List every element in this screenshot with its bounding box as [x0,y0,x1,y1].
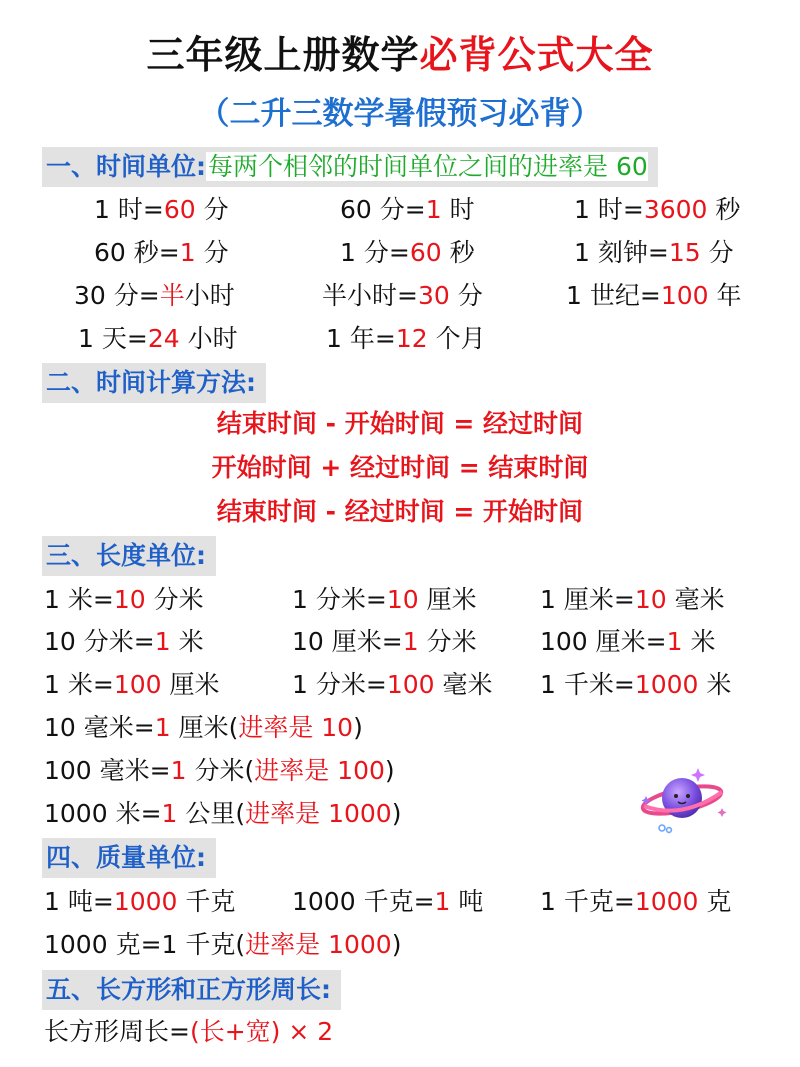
time-fact: 1 刻钟=15 分 [574,238,734,267]
title-red: 必背公式大全 [419,32,654,77]
length-fact: 10 分米=1 米 [44,627,204,656]
time-fact: 30 分=半小时 [74,281,235,310]
length-fact: 100 厘米=1 米 [540,627,716,656]
length-fact: 1 米=100 厘米 [44,670,220,699]
section-perimeter: 五、长方形和正方形周长: [42,970,341,1010]
section-time-calc: 二、时间计算方法: [42,363,266,403]
page-title [0,24,800,79]
mass-fact: 1000 克=1 千克(进率是 1000) [44,930,402,959]
length-fact: 1 千米=1000 米 [540,670,732,699]
section-label: 一、时间单位: [46,152,206,181]
time-fact: 1 世纪=100 年 [566,281,742,310]
length-fact: 100 毫米=1 分米(进率是 100) [44,756,395,785]
time-formula: 开始时间 + 经过时间 = 结束时间 [211,453,589,482]
time-fact: 1 分=60 秒 [340,238,475,267]
planet-sticker-icon [636,762,732,842]
time-formula: 结束时间 - 经过时间 = 开始时间 [216,497,584,526]
length-fact: 10 厘米=1 分米 [292,627,477,656]
length-fact: 1 分米=10 厘米 [292,585,477,614]
time-fact: 1 时=3600 秒 [574,195,741,224]
time-fact: 60 分=1 时 [340,195,475,224]
time-fact: 1 时=60 分 [94,195,229,224]
length-fact: 1 分米=100 毫米 [292,670,493,699]
length-fact: 10 毫米=1 厘米(进率是 10) [44,713,363,742]
mass-fact: 1000 千克=1 吨 [292,887,484,916]
time-fact: 半小时=30 分 [322,281,483,310]
section-length-units: 三、长度单位: [42,536,216,576]
time-fact: 60 秒=1 分 [94,238,229,267]
length-fact: 1000 米=1 公里(进率是 1000) [44,799,402,828]
length-fact: 1 厘米=10 毫米 [540,585,725,614]
mass-fact: 1 千克=1000 克 [540,887,732,916]
time-fact: 1 年=12 个月 [326,324,486,353]
section-mass-units: 四、质量单位: [42,838,216,878]
title-black: 三年级上册数学 [146,32,420,77]
time-formula: 结束时间 - 开始时间 = 经过时间 [216,409,584,438]
length-fact: 1 米=10 分米 [44,585,204,614]
perimeter-formula: 长方形周长=(长+宽) × 2 [44,1017,334,1046]
page-subtitle: （二升三数学暑假预习必背） [198,96,602,132]
section-note: 每两个相邻的时间单位之间的进率是 60 [208,152,648,181]
mass-fact: 1 吨=1000 千克 [44,887,236,916]
section-time-units [42,147,658,187]
time-fact: 1 天=24 小时 [78,324,238,353]
